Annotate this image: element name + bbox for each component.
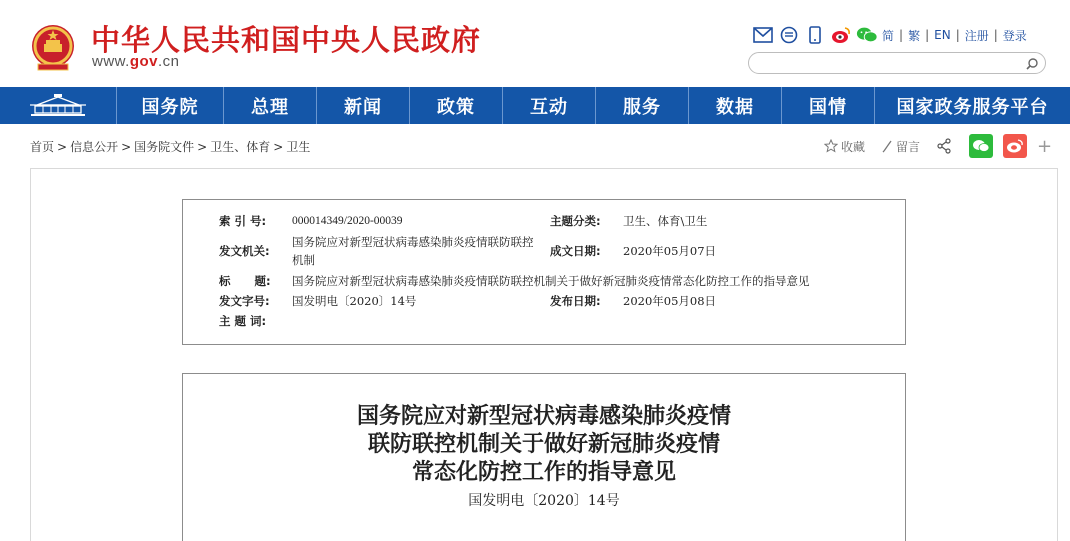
site-title[interactable]: 中华人民共和国中央人民政府 (91, 23, 482, 57)
comment-button[interactable] (881, 138, 920, 155)
keywords-label: 主 题 词: (219, 314, 267, 328)
title-label: 标 题: (219, 274, 271, 288)
document-number: 国发明电〔2020〕14号 (468, 493, 620, 509)
document-title-line: 常态化防控工作的指导意见 (411, 459, 676, 485)
share-icon[interactable] (936, 138, 955, 154)
lang-simplified-link[interactable]: 简 (882, 28, 895, 43)
breadcrumb-separator: > (273, 140, 284, 154)
breadcrumb-info-disclosure[interactable]: 信息公开 (70, 140, 119, 154)
document-metadata-table (182, 199, 906, 345)
search-input[interactable] (759, 55, 1019, 71)
breadcrumb-separator: > (121, 140, 132, 154)
favorite-button[interactable] (824, 138, 865, 155)
mobile-icon[interactable] (804, 24, 826, 46)
issuer-label: 发文机关: (219, 244, 270, 258)
divider: | (899, 28, 904, 42)
doc-number-label: 发文字号: (219, 294, 270, 308)
site-header (0, 0, 1070, 87)
comment-label: 留言 (896, 139, 921, 154)
divider: | (955, 28, 960, 42)
topic-value: 卫生、体育\卫生 (623, 214, 708, 228)
breadcrumb-state-council-docs[interactable]: 国务院文件 (134, 140, 195, 154)
url-brand: gov (129, 53, 159, 70)
article-actions (824, 134, 1052, 158)
created-date-label: 成文日期: (550, 244, 601, 258)
breadcrumb-home[interactable]: 首页 (30, 140, 55, 154)
weibo-icon[interactable] (830, 24, 852, 46)
site-url[interactable] (92, 53, 180, 70)
published-date-label: 发布日期: (550, 294, 601, 308)
search-icon[interactable] (1025, 56, 1039, 70)
nav-item-service-platform[interactable]: 国家政务服务平台 (896, 96, 1049, 118)
mail-icon[interactable] (752, 24, 774, 46)
share-weibo-icon[interactable] (1003, 134, 1027, 158)
nav-item-policies[interactable]: 政策 (410, 87, 503, 124)
published-date-value: 2020年05月08日 (623, 294, 717, 308)
login-link[interactable]: 登录 (1002, 28, 1027, 43)
breadcrumb-separator: > (197, 140, 208, 154)
document-body (182, 373, 906, 541)
nav-home-gate-icon[interactable] (0, 87, 117, 124)
issuer-value-line1: 国务院应对新型冠状病毒感染肺炎疫情联防联控 (292, 235, 534, 249)
nav-item-data[interactable]: 数据 (689, 87, 782, 124)
message-icon[interactable] (778, 24, 800, 46)
pencil-icon (881, 139, 893, 153)
breadcrumb-health[interactable]: 卫生 (286, 140, 311, 154)
nav-item-state-council[interactable]: 国务院 (117, 87, 224, 124)
header-tools (752, 24, 1027, 46)
topic-label: 主题分类: (550, 214, 601, 228)
search-box (748, 52, 1046, 74)
issuer-value-line2: 机制 (292, 253, 315, 267)
lang-english-link[interactable]: EN (934, 28, 951, 42)
nav-item-interaction[interactable]: 互动 (503, 87, 596, 124)
url-prefix: www. (92, 53, 130, 70)
document-title-line: 国务院应对新型冠状病毒感染肺炎疫情 (356, 403, 731, 429)
main-nav (0, 87, 1070, 124)
register-link[interactable]: 注册 (964, 28, 989, 43)
url-suffix: .cn (158, 53, 180, 70)
document-title (183, 402, 905, 486)
doc-number-value: 国发明电〔2020〕14号 (292, 294, 417, 308)
divider: | (925, 28, 930, 42)
nav-item-services[interactable]: 服务 (596, 87, 689, 124)
star-icon (824, 139, 838, 153)
document-title-line: 联防联控机制关于做好新冠肺炎疫情 (367, 431, 720, 457)
nav-item-news[interactable]: 新闻 (317, 87, 410, 124)
more-share-icon[interactable]: + (1037, 135, 1053, 157)
national-emblem-logo[interactable] (30, 24, 76, 72)
share-wechat-icon[interactable] (969, 134, 993, 158)
breadcrumb-separator: > (57, 140, 68, 154)
breadcrumb-health-sports[interactable]: 卫生、体育 (210, 140, 271, 154)
nav-item-national-conditions[interactable]: 国情 (782, 87, 875, 124)
created-date-value: 2020年05月07日 (623, 244, 717, 258)
lang-traditional-link[interactable]: 繁 (908, 28, 921, 43)
index-value: 000014349/2020-00039 (292, 215, 403, 227)
favorite-label: 收藏 (841, 139, 866, 154)
divider: | (993, 28, 998, 42)
nav-item-premier[interactable]: 总理 (224, 87, 317, 124)
title-value: 国务院应对新型冠状病毒感染肺炎疫情联防联控机制关于做好新冠肺炎疫情常态化防控工作的指导意见 (292, 274, 810, 288)
breadcrumb (30, 138, 310, 155)
wechat-icon[interactable] (856, 24, 878, 46)
index-label: 索 引 号: (219, 214, 267, 228)
